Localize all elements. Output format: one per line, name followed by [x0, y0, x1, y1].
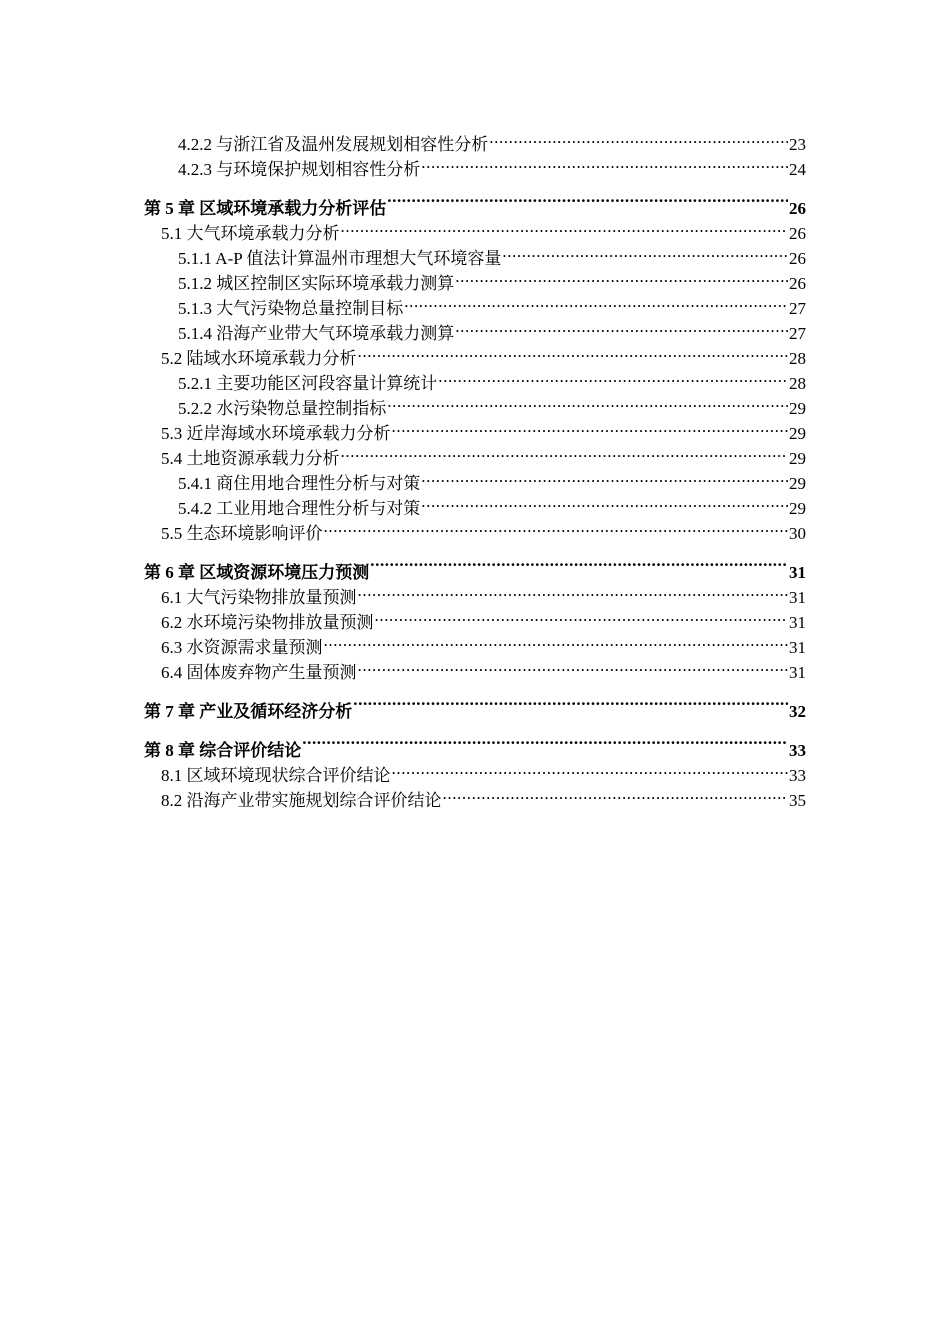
- toc-entry-page: 27: [789, 299, 806, 318]
- dot-leader: [438, 364, 788, 389]
- toc-chapter-entry[interactable]: [0, 544, 950, 582]
- toc-entry-label: 4.2.2 与浙江省及温州发展规划相容性分析: [178, 135, 489, 154]
- toc-entry[interactable]: [0, 578, 950, 607]
- toc-entry-page: 26: [789, 199, 806, 218]
- dot-leader: [358, 578, 789, 603]
- toc-chapter-entry[interactable]: [0, 180, 950, 218]
- toc-entry[interactable]: [0, 628, 950, 657]
- toc-entry-label: 5.2 陆域水环境承载力分析: [161, 349, 357, 368]
- toc-entry[interactable]: [0, 653, 950, 682]
- toc-entry-label: 6.1 大气污染物排放量预测: [161, 588, 357, 607]
- toc-entry[interactable]: [0, 125, 950, 154]
- dot-leader: [302, 722, 788, 756]
- toc-entry-label: 5.1.4 沿海产业带大气环境承载力测算: [178, 324, 455, 343]
- toc-entry-page: 23: [789, 135, 806, 154]
- toc-entry[interactable]: [0, 781, 950, 810]
- toc-entry-label: 第 8 章 综合评价结论: [144, 741, 302, 760]
- dot-leader: [421, 464, 788, 489]
- dot-leader: [443, 781, 789, 806]
- dot-leader: [387, 180, 788, 214]
- toc-entry-page: 31: [789, 638, 806, 657]
- toc-chapter-entry[interactable]: [0, 683, 950, 721]
- toc-entry-label: 5.2.2 水污染物总量控制指标: [178, 399, 387, 418]
- toc-entry[interactable]: [0, 439, 950, 468]
- dot-leader: [353, 683, 788, 717]
- toc-entry-label: 5.5 生态环境影响评价: [161, 524, 323, 543]
- toc-entry[interactable]: [0, 464, 950, 493]
- dot-leader: [324, 514, 789, 539]
- toc-entry[interactable]: [0, 150, 950, 179]
- toc-entry-label: 5.1 大气环境承载力分析: [161, 224, 340, 243]
- toc-entry[interactable]: [0, 289, 950, 318]
- toc-entry-page: 31: [789, 563, 806, 582]
- toc-entry-page: 29: [789, 449, 806, 468]
- toc-entry-label: 5.1.1 A-P 值法计算温州市理想大气环境容量: [178, 249, 502, 268]
- toc-entry-page: 29: [789, 474, 806, 493]
- toc-entry-page: 35: [789, 791, 806, 810]
- toc-entry-page: 28: [789, 374, 806, 393]
- toc-entry-label: 6.2 水环境污染物排放量预测: [161, 613, 374, 632]
- toc-entry-label: 5.1.2 城区控制区实际环境承载力测算: [178, 274, 455, 293]
- dot-leader: [455, 314, 788, 339]
- toc-entry-label: 4.2.3 与环境保护规划相容性分析: [178, 160, 421, 179]
- table-of-contents: [0, 125, 950, 810]
- dot-leader: [358, 653, 789, 678]
- toc-entry-page: 29: [789, 399, 806, 418]
- toc-entry-label: 8.1 区域环境现状综合评价结论: [161, 766, 391, 785]
- toc-entry-page: 26: [789, 224, 806, 243]
- toc-entry-label: 第 6 章 区域资源环境压力预测: [144, 563, 370, 582]
- toc-entry-label: 第 5 章 区域环境承载力分析评估: [144, 199, 387, 218]
- dot-leader: [370, 544, 788, 578]
- dot-leader: [404, 289, 788, 314]
- toc-entry-page: 31: [789, 588, 806, 607]
- dot-leader: [421, 489, 788, 514]
- toc-entry-label: 5.3 近岸海域水环境承载力分析: [161, 424, 391, 443]
- toc-entry-page: 27: [789, 324, 806, 343]
- toc-entry-page: 28: [789, 349, 806, 368]
- toc-entry-page: 26: [789, 274, 806, 293]
- toc-entry-page: 26: [789, 249, 806, 268]
- toc-entry-page: 32: [789, 702, 806, 721]
- dot-leader: [358, 339, 789, 364]
- toc-entry-label: 5.2.1 主要功能区河段容量计算统计: [178, 374, 438, 393]
- dot-leader: [455, 264, 788, 289]
- dot-leader: [341, 214, 789, 239]
- toc-entry-label: 6.4 固体废弃物产生量预测: [161, 663, 357, 682]
- toc-entry[interactable]: [0, 239, 950, 268]
- toc-entry-page: 29: [789, 499, 806, 518]
- toc-entry-page: 33: [789, 766, 806, 785]
- toc-chapter-entry[interactable]: [0, 722, 950, 760]
- toc-entry-label: 第 7 章 产业及循环经济分析: [144, 702, 353, 721]
- toc-entry-label: 5.4.2 工业用地合理性分析与对策: [178, 499, 421, 518]
- toc-entry[interactable]: [0, 314, 950, 343]
- toc-entry-page: 29: [789, 424, 806, 443]
- toc-entry[interactable]: [0, 339, 950, 368]
- dot-leader: [502, 239, 788, 264]
- toc-entry-label: 5.4 土地资源承载力分析: [161, 449, 340, 468]
- dot-leader: [392, 756, 789, 781]
- toc-entry[interactable]: [0, 489, 950, 518]
- toc-entry[interactable]: [0, 603, 950, 632]
- toc-entry-label: 5.4.1 商住用地合理性分析与对策: [178, 474, 421, 493]
- dot-leader: [375, 603, 789, 628]
- toc-entry-page: 31: [789, 663, 806, 682]
- toc-entry[interactable]: [0, 264, 950, 293]
- toc-entry-page: 24: [789, 160, 806, 179]
- toc-entry[interactable]: [0, 756, 950, 785]
- dot-leader: [421, 150, 788, 175]
- toc-entry-page: 31: [789, 613, 806, 632]
- toc-entry-label: 8.2 沿海产业带实施规划综合评价结论: [161, 791, 442, 810]
- toc-entry-page: 33: [789, 741, 806, 760]
- toc-entry[interactable]: [0, 364, 950, 393]
- toc-entry-label: 6.3 水资源需求量预测: [161, 638, 323, 657]
- toc-entry[interactable]: [0, 514, 950, 543]
- toc-entry[interactable]: [0, 389, 950, 418]
- toc-entry[interactable]: [0, 414, 950, 443]
- dot-leader: [392, 414, 789, 439]
- dot-leader: [489, 125, 788, 150]
- toc-entry-label: 5.1.3 大气污染物总量控制目标: [178, 299, 404, 318]
- dot-leader: [341, 439, 789, 464]
- dot-leader: [387, 389, 788, 414]
- toc-entry[interactable]: [0, 214, 950, 243]
- toc-entry-page: 30: [789, 524, 806, 543]
- dot-leader: [324, 628, 789, 653]
